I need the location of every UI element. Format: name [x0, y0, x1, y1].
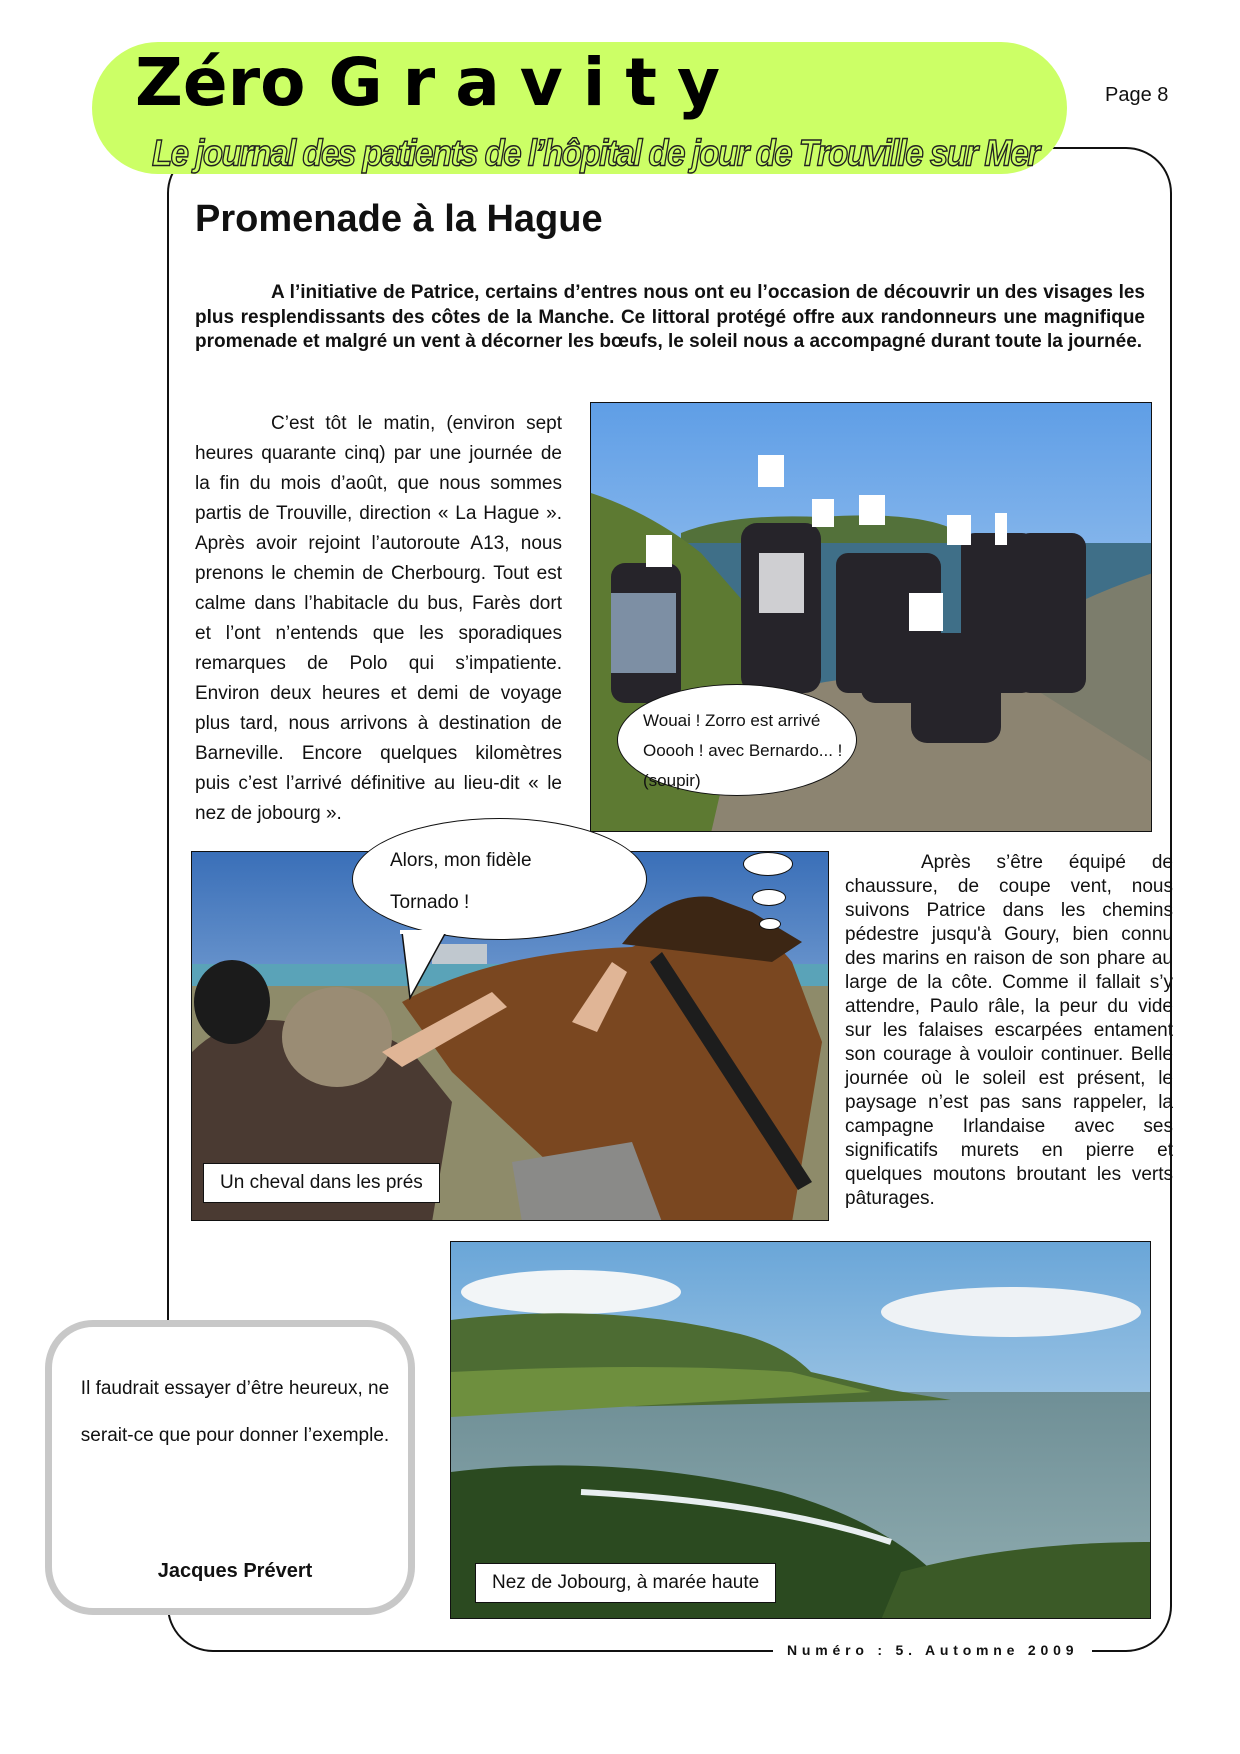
article-headline: Promenade à la Hague	[195, 198, 603, 240]
title-part-1: Zéro	[135, 44, 306, 121]
horse-caption: Un cheval dans les prés	[203, 1163, 440, 1203]
speech-bubble-horse-line-1: Alors, mon fidèle	[390, 850, 532, 871]
journal-subtitle: Le journal des patients de l’hôpital de jour de Trouville sur Mer	[152, 132, 1039, 174]
article-paragraph-1: C’est tôt le matin, (environ sept heures quarante cinq) par une journée de la fin du mois d’août, que nous sommes partis de Trouville, direction « La Hague ». Après avoir rejoint l’autoroute A13, nous prenons le chemin de Cherbourg. Tout est calme dans l’habitacle du bus, Farès dort et l’ont n’entends que les sporadiques remarques de Polo qui s’impatiente. Environ deux heures et demi de voyage plus tard, nous arrivons à destination de Barneville. Encore quelques kilomètres puis c’est l’arrivé définitive au lieu-dit « le nez de jobourg ».	[195, 413, 562, 824]
speech-bubble-group-text: Wouai ! Zorro est arrivé Ooooh ! avec Bernardo... ! (soupir)	[643, 711, 843, 790]
thought-dot-3	[759, 918, 781, 930]
issue-footer: Numéro : 5. Automne 2009	[773, 1642, 1092, 1658]
article-paragraph-2: Après s’être équipé de chaussure, de coupe vent, nous suivons Patrice dans les chemins pédestre jusqu'à Goury, bien connu des marins en raison de son phare au large de la côte. Comme il fallait s’y attendre, Paulo râle, la peur du vide sur les falaises escarpées entament son courage à vouloir continuer. Belle journée où le soleil est présent, le paysage n’est pas sans rappeler, la campagne Irlandaise avec ses significatifs murets en pierre et quelques moutons broutant les verts pâturages.	[845, 852, 1173, 1209]
speech-bubble-horse-line-2: Tornado !	[390, 892, 470, 913]
speech-bubble-horse-tail	[400, 930, 460, 1000]
quote-author: Jacques Prévert	[157, 1560, 313, 1582]
thought-dot-2	[752, 889, 786, 906]
article-intro: A l’initiative de Patrice, certains d’entres nous ont eu l’occasion de découvrir un des visages les plus resplendissants des côtes de la Manche. Ce littoral protégé offre aux randonneurs une magnifique promenade et malgré un vent à décorner les bœufs, le soleil nous a accompagné durant toute la journée.	[195, 282, 1145, 352]
coast-caption: Nez de Jobourg, à marée haute	[475, 1563, 776, 1603]
speech-bubble-horse-text	[390, 840, 620, 924]
journal-title	[135, 44, 740, 121]
page-number: Page 8	[1105, 84, 1169, 106]
title-part-2: Gravity	[328, 44, 740, 121]
thought-dot-1	[743, 852, 793, 876]
quote-text: Il faudrait essayer d’être heureux, ne serait-ce que pour donner l’exemple.	[80, 1378, 390, 1446]
